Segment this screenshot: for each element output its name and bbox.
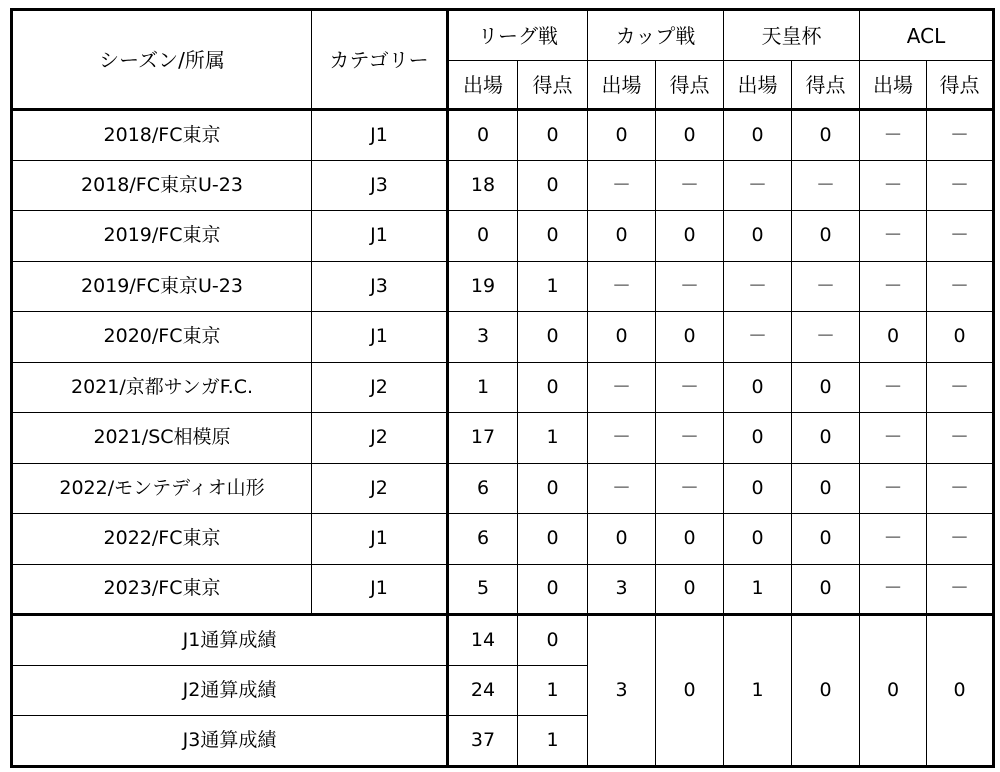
league-apps-cell: 0: [448, 211, 518, 262]
acl-goals-cell: －: [927, 463, 994, 514]
emperor-goals-cell: －: [792, 261, 860, 312]
acl-goals-cell: －: [927, 110, 994, 161]
header-cup-goals: 得点: [656, 61, 724, 110]
table-row: [12, 362, 994, 413]
season-cell: 2018/FC東京U-23: [12, 160, 312, 211]
league-goals-cell: 0: [518, 362, 588, 413]
season-cell: 2023/FC東京: [12, 564, 312, 615]
header-cup: カップ戦: [588, 10, 724, 61]
acl-apps-cell: －: [860, 413, 927, 464]
acl-apps-cell: －: [860, 463, 927, 514]
header-category: カテゴリー: [312, 10, 448, 110]
acl-apps-cell: －: [860, 160, 927, 211]
emperor-apps-cell: 1: [724, 564, 792, 615]
league-apps-cell: 1: [448, 362, 518, 413]
emperor-apps-cell: 0: [724, 362, 792, 413]
league-apps-cell: 3: [448, 312, 518, 363]
emperor-goals-cell: 0: [792, 211, 860, 262]
table-row: [12, 211, 994, 262]
season-cell: 2019/FC東京U-23: [12, 261, 312, 312]
cup-apps-cell: －: [588, 463, 656, 514]
acl-apps-cell: －: [860, 514, 927, 565]
stats-table: [10, 8, 995, 768]
total-row: [12, 615, 994, 666]
total-label-cell: J1通算成績: [12, 615, 448, 666]
season-cell: 2021/京都サンガF.C.: [12, 362, 312, 413]
acl-apps-cell: －: [860, 564, 927, 615]
header-league: リーグ戦: [448, 10, 588, 61]
table-row: [12, 564, 994, 615]
emperor-goals-cell: 0: [792, 362, 860, 413]
category-cell: J1: [312, 211, 448, 262]
table-row: [12, 312, 994, 363]
cup-apps-cell: －: [588, 413, 656, 464]
header-league-goals: 得点: [518, 61, 588, 110]
table-row: [12, 463, 994, 514]
cup-goals-cell: －: [656, 362, 724, 413]
emperor-apps-cell: 0: [724, 514, 792, 565]
cup-apps-cell: 0: [588, 312, 656, 363]
header-acl-apps: 出場: [860, 61, 927, 110]
acl-apps-cell: －: [860, 110, 927, 161]
total-league-apps-cell: 24: [448, 665, 518, 716]
cup-apps-cell: －: [588, 160, 656, 211]
acl-apps-cell: －: [860, 211, 927, 262]
season-cell: 2021/SC相模原: [12, 413, 312, 464]
header-emperor-goals: 得点: [792, 61, 860, 110]
total-acl-goals-cell: 0: [927, 615, 994, 767]
league-apps-cell: 5: [448, 564, 518, 615]
league-goals-cell: 0: [518, 312, 588, 363]
emperor-goals-cell: 0: [792, 564, 860, 615]
category-cell: J3: [312, 261, 448, 312]
category-cell: J1: [312, 564, 448, 615]
league-goals-cell: 0: [518, 110, 588, 161]
league-goals-cell: 0: [518, 463, 588, 514]
emperor-goals-cell: －: [792, 312, 860, 363]
total-league-goals-cell: 0: [518, 615, 588, 666]
category-cell: J1: [312, 110, 448, 161]
cup-goals-cell: －: [656, 463, 724, 514]
emperor-apps-cell: －: [724, 312, 792, 363]
header-emperor-apps: 出場: [724, 61, 792, 110]
cup-apps-cell: －: [588, 362, 656, 413]
total-label-cell: J2通算成績: [12, 665, 448, 716]
acl-goals-cell: －: [927, 413, 994, 464]
category-cell: J3: [312, 160, 448, 211]
emperor-apps-cell: －: [724, 261, 792, 312]
cup-goals-cell: 0: [656, 211, 724, 262]
emperor-goals-cell: 0: [792, 514, 860, 565]
acl-apps-cell: 0: [860, 312, 927, 363]
header-acl: ACL: [860, 10, 994, 61]
total-cup-goals-cell: 0: [656, 615, 724, 767]
league-apps-cell: 19: [448, 261, 518, 312]
emperor-goals-cell: 0: [792, 463, 860, 514]
total-emperor-apps-cell: 1: [724, 615, 792, 767]
total-cup-apps-cell: 3: [588, 615, 656, 767]
table-row: [12, 110, 994, 161]
league-goals-cell: 1: [518, 413, 588, 464]
acl-apps-cell: －: [860, 261, 927, 312]
acl-goals-cell: －: [927, 211, 994, 262]
table-row: [12, 160, 994, 211]
emperor-apps-cell: －: [724, 160, 792, 211]
category-cell: J1: [312, 514, 448, 565]
total-acl-apps-cell: 0: [860, 615, 927, 767]
season-rows: [12, 110, 994, 767]
acl-goals-cell: －: [927, 160, 994, 211]
emperor-goals-cell: 0: [792, 413, 860, 464]
total-league-goals-cell: 1: [518, 716, 588, 767]
header-league-apps: 出場: [448, 61, 518, 110]
acl-goals-cell: －: [927, 564, 994, 615]
category-cell: J1: [312, 312, 448, 363]
season-cell: 2022/FC東京: [12, 514, 312, 565]
acl-goals-cell: 0: [927, 312, 994, 363]
league-apps-cell: 6: [448, 514, 518, 565]
league-apps-cell: 6: [448, 463, 518, 514]
category-cell: J2: [312, 463, 448, 514]
league-goals-cell: 1: [518, 261, 588, 312]
acl-apps-cell: －: [860, 362, 927, 413]
acl-goals-cell: －: [927, 261, 994, 312]
season-cell: 2020/FC東京: [12, 312, 312, 363]
season-cell: 2019/FC東京: [12, 211, 312, 262]
header-emperor-cup: 天皇杯: [724, 10, 860, 61]
cup-goals-cell: －: [656, 160, 724, 211]
league-goals-cell: 0: [518, 160, 588, 211]
league-goals-cell: 0: [518, 211, 588, 262]
cup-apps-cell: 0: [588, 211, 656, 262]
season-cell: 2018/FC東京: [12, 110, 312, 161]
emperor-apps-cell: 0: [724, 110, 792, 161]
total-league-apps-cell: 14: [448, 615, 518, 666]
emperor-goals-cell: －: [792, 160, 860, 211]
table-row: [12, 413, 994, 464]
cup-goals-cell: －: [656, 413, 724, 464]
total-emperor-goals-cell: 0: [792, 615, 860, 767]
header-cup-apps: 出場: [588, 61, 656, 110]
cup-apps-cell: 0: [588, 514, 656, 565]
cup-apps-cell: 3: [588, 564, 656, 615]
emperor-apps-cell: 0: [724, 413, 792, 464]
league-apps-cell: 0: [448, 110, 518, 161]
header-season: シーズン/所属: [12, 10, 312, 110]
cup-apps-cell: －: [588, 261, 656, 312]
total-label-cell: J3通算成績: [12, 716, 448, 767]
cup-apps-cell: 0: [588, 110, 656, 161]
cup-goals-cell: 0: [656, 564, 724, 615]
category-cell: J2: [312, 362, 448, 413]
emperor-goals-cell: 0: [792, 110, 860, 161]
acl-goals-cell: －: [927, 362, 994, 413]
cup-goals-cell: 0: [656, 110, 724, 161]
category-cell: J2: [312, 413, 448, 464]
cup-goals-cell: 0: [656, 312, 724, 363]
table-row: [12, 514, 994, 565]
acl-goals-cell: －: [927, 514, 994, 565]
total-league-apps-cell: 37: [448, 716, 518, 767]
emperor-apps-cell: 0: [724, 463, 792, 514]
cup-goals-cell: 0: [656, 514, 724, 565]
league-apps-cell: 17: [448, 413, 518, 464]
header-acl-goals: 得点: [927, 61, 994, 110]
league-apps-cell: 18: [448, 160, 518, 211]
cup-goals-cell: －: [656, 261, 724, 312]
league-goals-cell: 0: [518, 514, 588, 565]
total-league-goals-cell: 1: [518, 665, 588, 716]
table-row: [12, 261, 994, 312]
emperor-apps-cell: 0: [724, 211, 792, 262]
league-goals-cell: 0: [518, 564, 588, 615]
season-cell: 2022/モンテディオ山形: [12, 463, 312, 514]
